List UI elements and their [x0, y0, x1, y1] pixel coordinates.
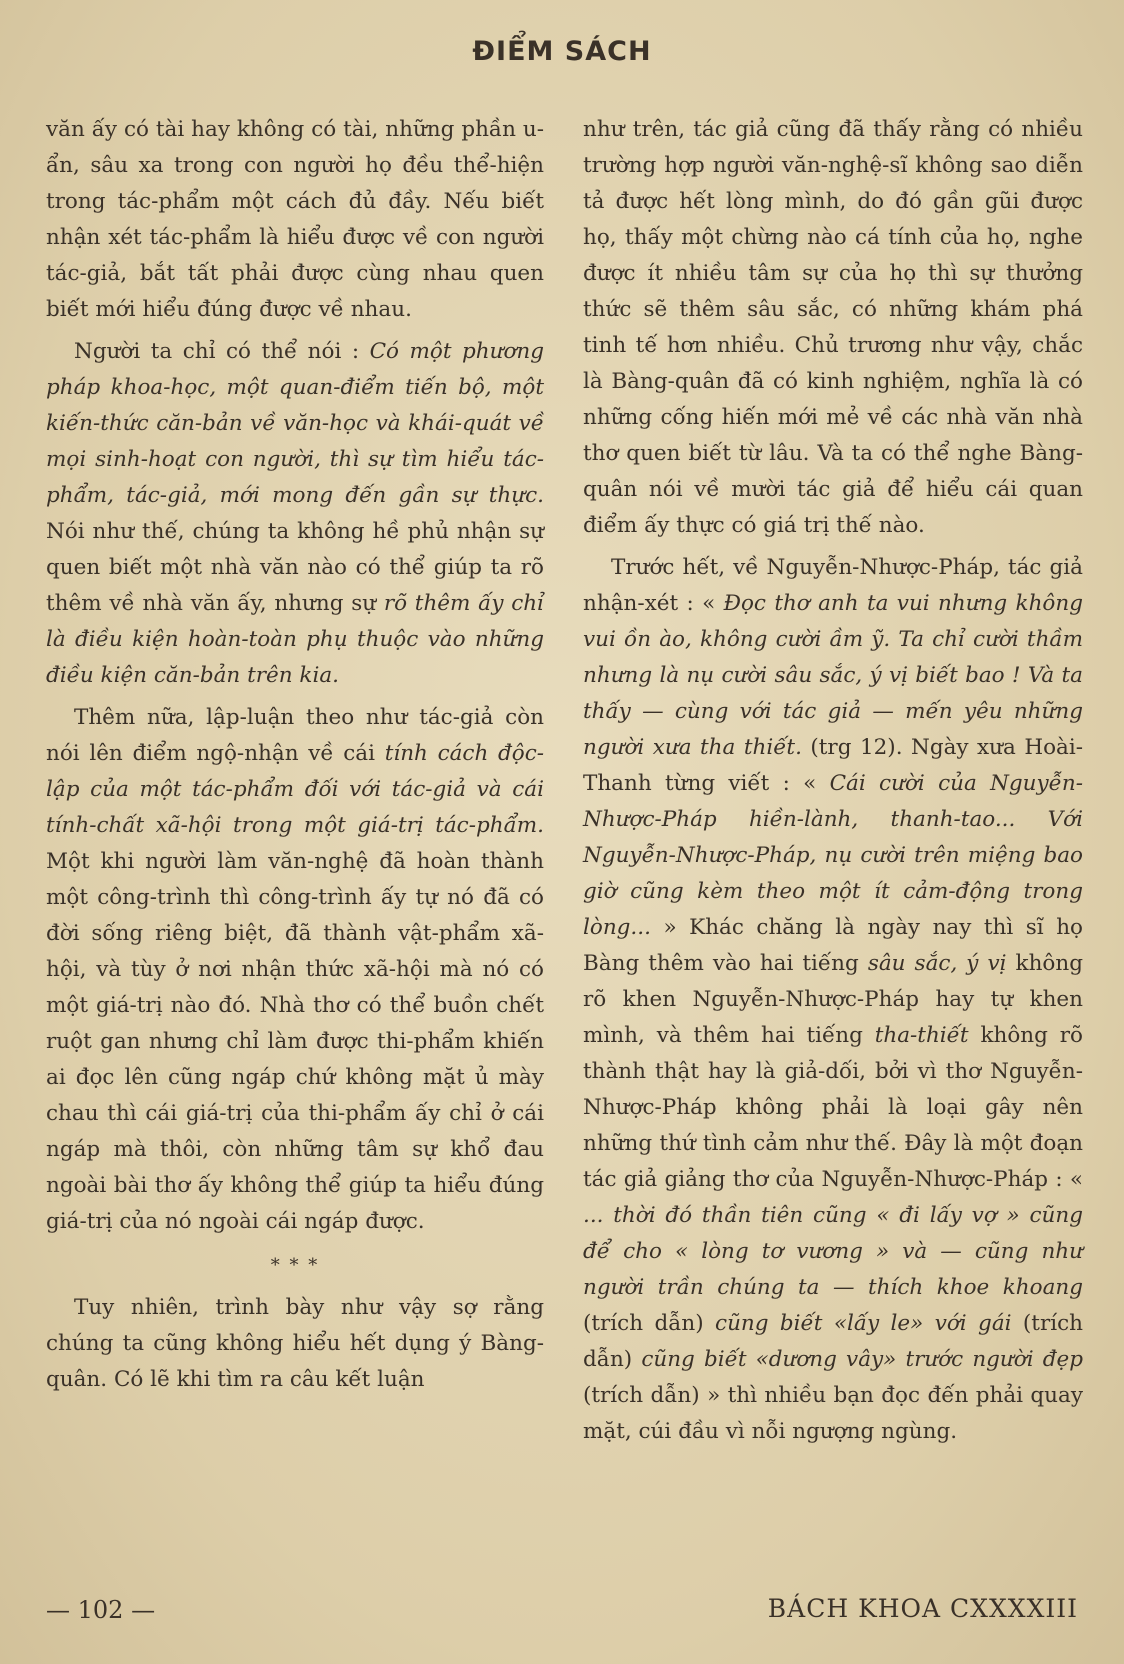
- text: » Khác chăng là ngày nay thì sĩ họ Bàng thêm vào hai tiếng: [583, 915, 1083, 976]
- italic-text: ... thời đó thần tiên cũng « đi lấy vợ » cũng để cho « lòng tơ vương » và — cũng như người trần chúng ta — thích khoe khoang: [583, 1203, 1083, 1300]
- italic-text: rõ thêm ấy chỉ là điều kiện hoàn-toàn phụ thuộc vào những điều kiện căn-bản trên kia.: [46, 591, 544, 688]
- paragraph-1: văn ấy có tài hay không có tài, những phần u-ẩn, sâu xa trong con người họ đều thể-hiện trong tác-phẩm một cách đủ đầy. Nếu biết nhận xét tác-phẩm là hiểu được về con người tác-giả, bắt tất phải được cùng nhau quen biết mới hiểu đúng được về nhau.: [46, 117, 544, 322]
- page-header: ĐIỂM SÁCH: [472, 36, 652, 67]
- italic-text: sâu sắc, ý vị: [867, 951, 1007, 976]
- right-column: [583, 112, 1083, 1450]
- text: Thêm nữa, lập-luận theo như tác-giả còn nói lên điểm ngộ-nhận về cái: [46, 705, 544, 766]
- page-number: — 102 —: [46, 1596, 156, 1624]
- italic-text: cũng biết «dương vây» trước người đẹp: [641, 1347, 1083, 1372]
- section-separator: * * *: [270, 1255, 320, 1276]
- text: (trích dẫn): [583, 1311, 716, 1336]
- text: Một khi người làm văn-nghệ đã hoàn thành một công-trình thì công-trình ấy tự nó đã có đời sống riêng biệt, đã thành vật-phẩm xã-hội, và tùy ở nơi nhận thức xã-hội mà nó có một giá-trị nào đó. Nhà thơ có thể buồn chết ruột gan nhưng chỉ làm được thi-phẩm khiến ai đọc lên cũng ngáp chứ không mặt ủ mày chau thì cái giá-trị của thi-phẩm ấy chỉ ở cái ngáp mà thôi, còn những tâm sự khổ đau ngoài bài thơ ấy không thể giúp ta hiểu đúng giá-trị của nó ngoài cái ngáp được.: [46, 849, 544, 1234]
- paragraph-2: [583, 550, 1083, 1450]
- paragraph-2: [46, 334, 544, 694]
- text: Người ta chỉ có thể nói :: [74, 339, 370, 364]
- text: (trích dẫn) » thì nhiều bạn đọc đến phải quay mặt, cúi đầu vì nỗi ngượng ngùng.: [583, 1383, 1083, 1444]
- paragraph-1: như trên, tác giả cũng đã thấy rằng có nhiều trường hợp người văn-nghệ-sĩ không sao diễn tả được hết lòng mình, do đó gần gũi được họ, thấy một chừng nào cá tính của họ, nghe được ít nhiều tâm sự của họ thì sự thưởng thức sẽ thêm sâu sắc, có những khám phá tinh tế hơn nhiều. Chủ trương như vậy, chắc là Bàng-quân đã có kinh nghiệm, nghĩa là có những cống hiến mới mẻ về các nhà văn nhà thơ quen biết từ lâu. Và ta có thể nghe Bàng-quân nói về mười tác giả để hiểu cái quan điểm ấy thực có giá trị thế nào.: [583, 117, 1083, 538]
- paragraph-3: [46, 700, 544, 1240]
- text: (trích dẫn): [583, 1311, 1083, 1372]
- italic-text: Đọc thơ anh ta vui nhưng không vui ồn ào, không cười ầm ỹ. Ta chỉ cười thầm nhưng là nụ cười sâu sắc, ý vị biết bao ! Và ta thấy — cùng với tác giả — mến yêu những người xưa tha thiết.: [583, 591, 1083, 760]
- italic-text: Có một phương pháp khoa-học, một quan-điểm tiến bộ, một kiến-thức căn-bản về văn-học và khái-quát về mọi sinh-hoạt con người, thì sự tìm hiểu tác-phẩm, tác-giả, mới mong đến gần sự thực.: [46, 339, 544, 508]
- left-column: [46, 112, 544, 1398]
- text: Trước hết, về Nguyễn-Nhược-Pháp, tác giả nhận-xét : «: [583, 555, 1083, 616]
- italic-text: Cái cười của Nguyễn-Nhược-Pháp hiền-lành, thanh-tao... Với Nguyễn-Nhược-Pháp, nụ cười trên miệng bao giờ cũng kèm theo một ít cảm-động trong lòng...: [583, 771, 1083, 940]
- italic-text: tha-thiết: [874, 1023, 969, 1048]
- italic-text: tính cách độc-lập của một tác-phẩm đối với tác-giả và cái tính-chất xã-hội trong một giá-trị tác-phẩm.: [46, 741, 544, 838]
- italic-text: cũng biết «lấy le» với gái: [715, 1311, 1012, 1336]
- paragraph-4: Tuy nhiên, trình bày như vậy sợ rằng chúng ta cũng không hiểu hết dụng ý Bàng-quân. Có lẽ khi tìm ra câu kết luận: [46, 1295, 544, 1392]
- text: Nói như thế, chúng ta không hề phủ nhận sự quen biết một nhà văn nào có thể giúp ta rõ thêm về nhà văn ấy, nhưng sự: [46, 519, 544, 616]
- text: (trg 12). Ngày xưa Hoài-Thanh từng viết : «: [583, 735, 1083, 796]
- text: không rõ thành thật hay là giả-dối, bởi vì thơ Nguyễn-Nhược-Pháp không phải là loại gây nên những thứ tình cảm như thế. Đây là một đoạn tác giả giảng thơ của Nguyễn-Nhược-Pháp : «: [583, 1023, 1083, 1192]
- text: không rõ khen Nguyễn-Nhược-Pháp hay tự khen mình, và thêm hai tiếng: [583, 951, 1083, 1048]
- magazine-issue: BÁCH KHOA CXXXXIII: [767, 1594, 1078, 1623]
